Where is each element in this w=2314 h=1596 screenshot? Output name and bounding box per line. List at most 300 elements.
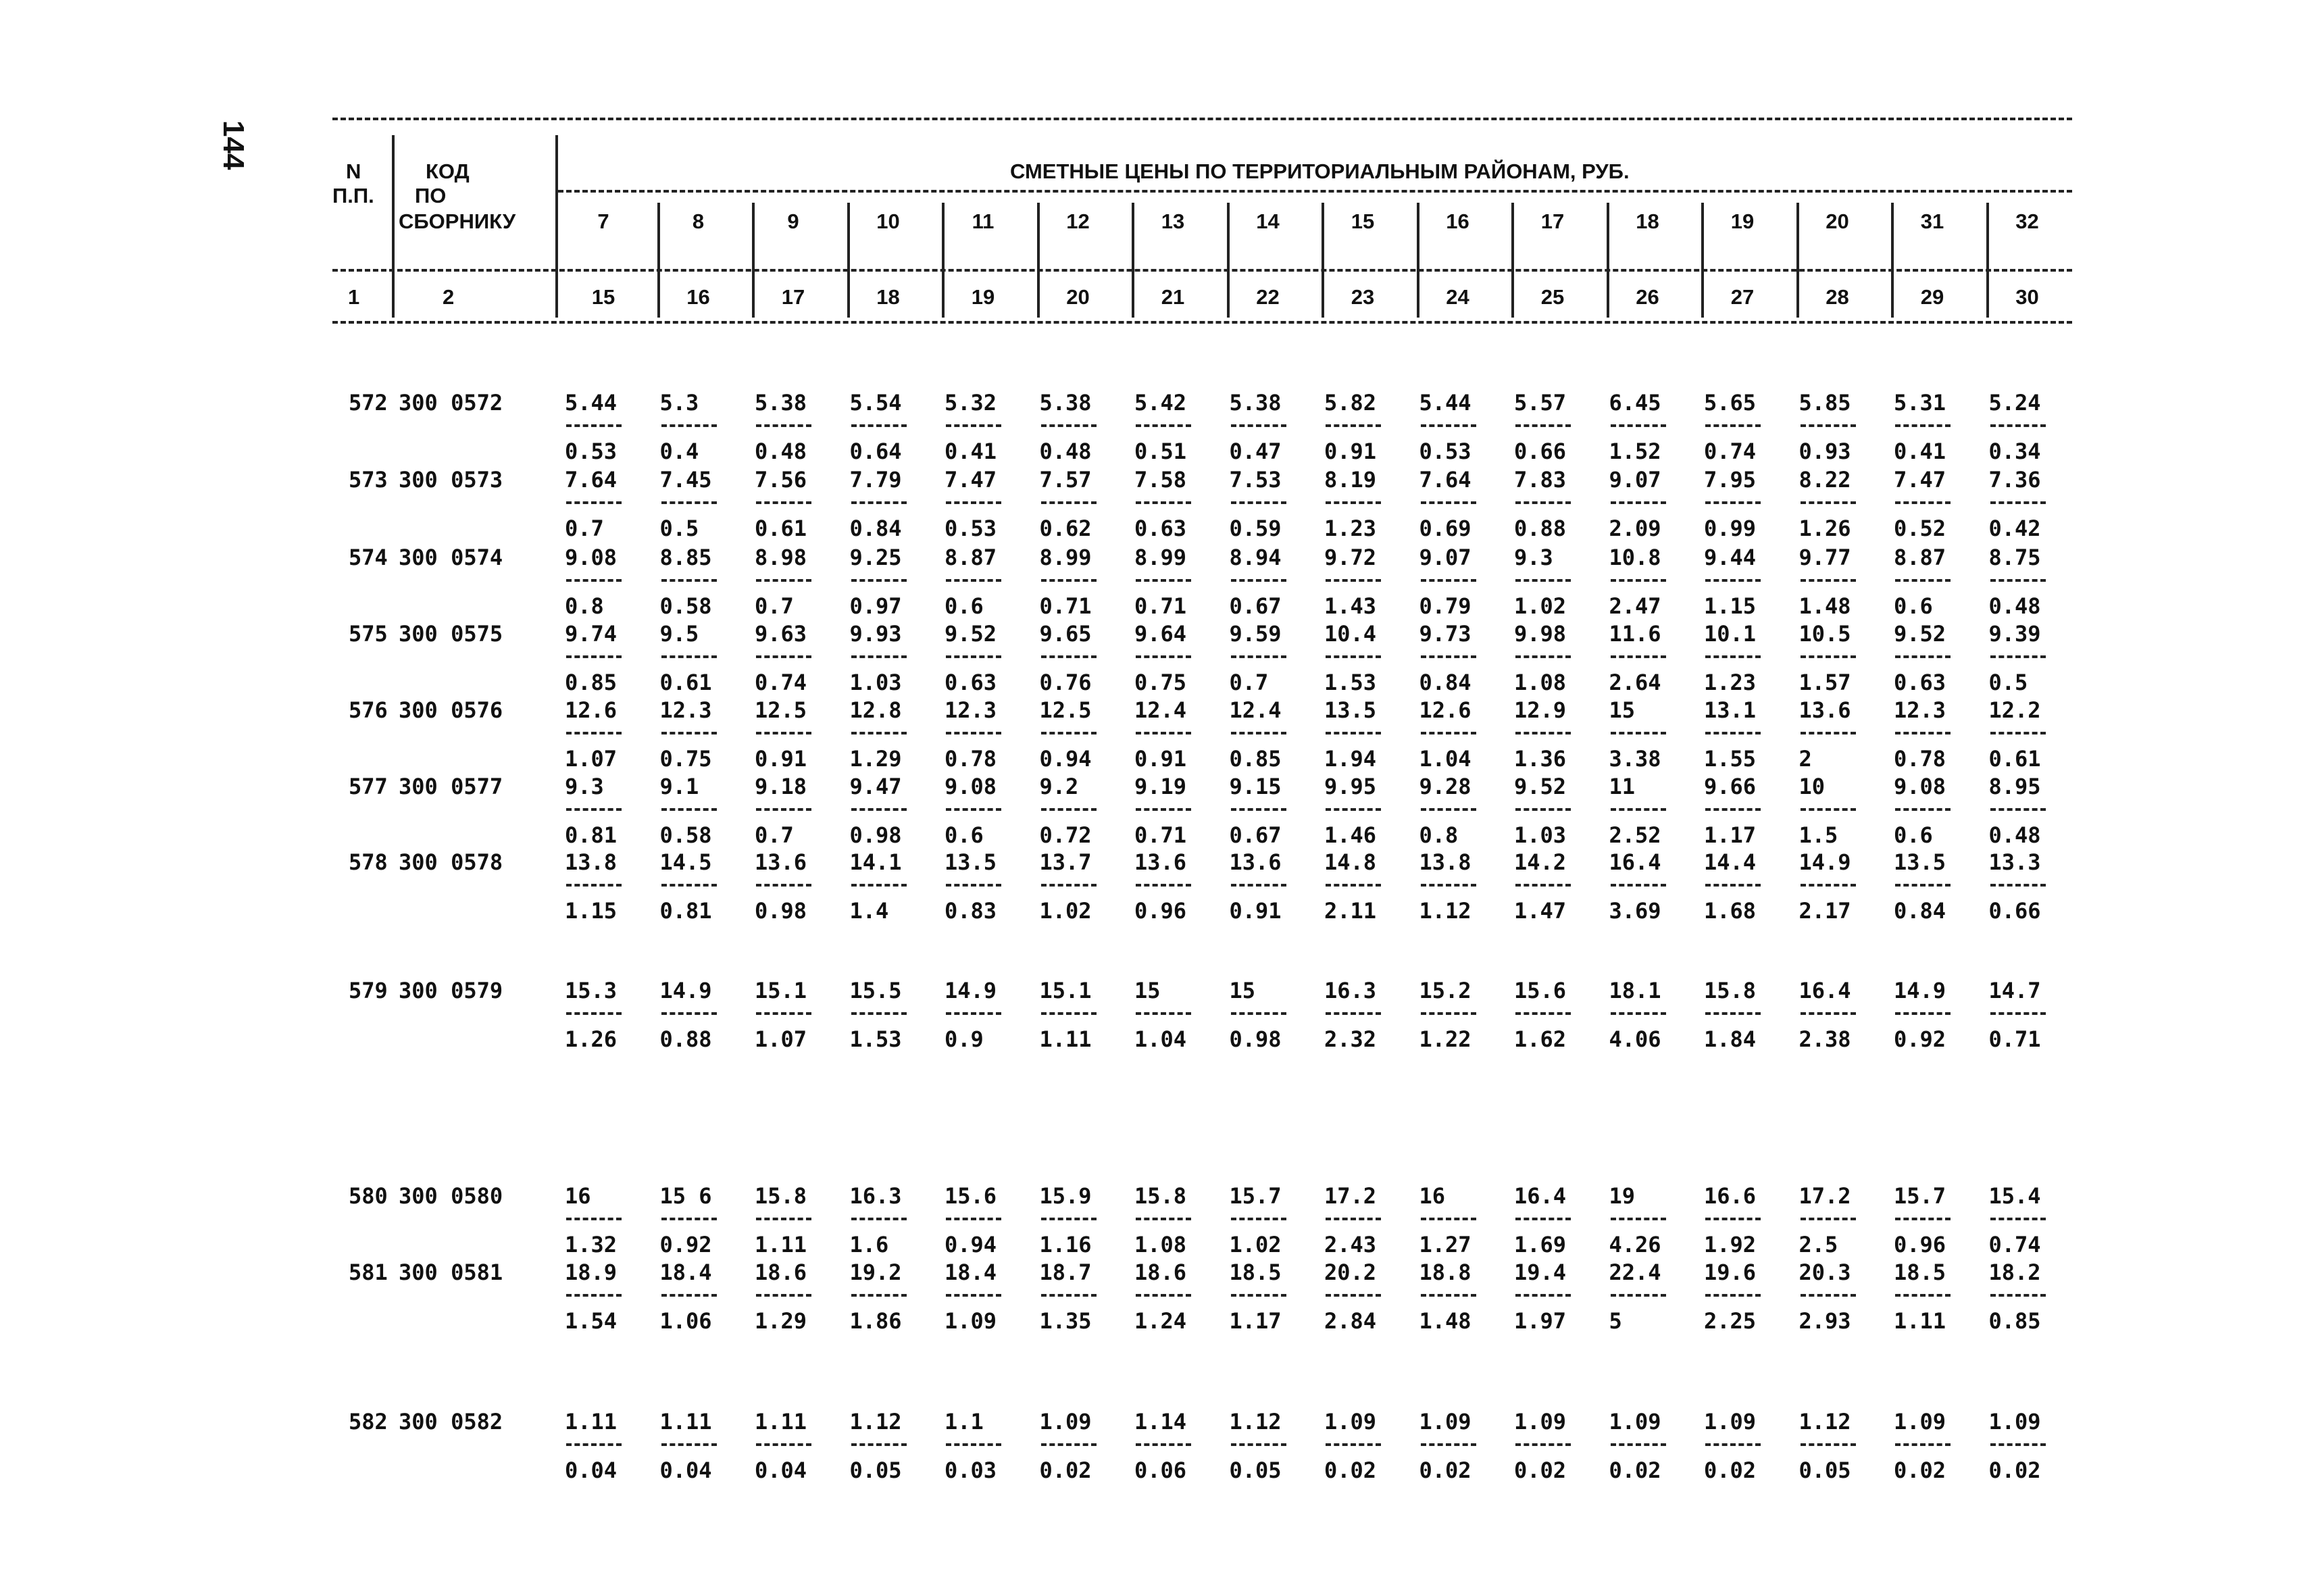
row-number: 579 bbox=[349, 978, 388, 1003]
header-column-number: 25 bbox=[1540, 285, 1565, 309]
price-upper: 1.12 bbox=[1229, 1409, 1282, 1435]
price-upper: 8.95 bbox=[1988, 774, 2041, 799]
price-upper: 7.83 bbox=[1514, 467, 1567, 493]
price-lower: 0.72 bbox=[1039, 822, 1092, 848]
price-upper: 14.9 bbox=[1894, 978, 1946, 1003]
fraction-bar bbox=[851, 501, 907, 504]
price-upper: 1.09 bbox=[1988, 1409, 2041, 1435]
price-lower: 0.88 bbox=[1514, 516, 1567, 541]
fraction-bar bbox=[1611, 655, 1666, 658]
price-lower: 0.51 bbox=[1134, 439, 1187, 464]
price-upper: 10.1 bbox=[1704, 621, 1757, 647]
price-lower: 1.54 bbox=[565, 1308, 618, 1334]
price-upper: 13.5 bbox=[945, 849, 997, 875]
price-upper: 16 bbox=[565, 1183, 591, 1209]
price-upper: 9.52 bbox=[1894, 621, 1946, 647]
header-district: 8 bbox=[692, 209, 705, 233]
fraction-bar bbox=[1231, 501, 1286, 504]
price-lower: 0.02 bbox=[1324, 1457, 1377, 1483]
price-upper: 5.82 bbox=[1324, 390, 1377, 416]
price-upper: 14.5 bbox=[659, 849, 712, 875]
price-lower: 0.02 bbox=[1039, 1457, 1092, 1483]
fraction-bar bbox=[566, 1218, 622, 1220]
price-upper: 15.5 bbox=[849, 978, 902, 1003]
header-district: 14 bbox=[1256, 209, 1280, 233]
fraction-bar bbox=[661, 1443, 717, 1446]
fraction-bar bbox=[1231, 732, 1286, 734]
price-lower: 0.6 bbox=[945, 593, 984, 619]
fraction-bar bbox=[1421, 424, 1476, 427]
header-column-divider bbox=[657, 203, 660, 318]
price-upper: 15 bbox=[1134, 978, 1161, 1003]
fraction-bar bbox=[1705, 884, 1761, 887]
price-upper: 5.54 bbox=[849, 390, 902, 416]
fraction-bar bbox=[1990, 579, 2046, 582]
fraction-bar bbox=[1136, 579, 1191, 582]
price-upper: 7.45 bbox=[659, 467, 712, 493]
fraction-bar bbox=[1136, 655, 1191, 658]
header-column-number: 23 bbox=[1351, 285, 1375, 309]
fraction-bar bbox=[1801, 808, 1856, 811]
header-top-rule bbox=[332, 118, 2072, 120]
fraction-bar bbox=[1421, 501, 1476, 504]
price-lower: 1.86 bbox=[849, 1308, 902, 1334]
price-lower: 0.48 bbox=[1988, 593, 2041, 619]
fraction-bar bbox=[661, 732, 717, 734]
fraction-bar bbox=[1515, 808, 1571, 811]
price-upper: 19.6 bbox=[1704, 1260, 1757, 1285]
fraction-bar bbox=[1895, 424, 1951, 427]
price-lower: 1.27 bbox=[1419, 1232, 1472, 1257]
header-n-label: N bbox=[346, 159, 361, 183]
row-number: 576 bbox=[349, 697, 388, 723]
fraction-bar bbox=[1041, 501, 1097, 504]
fraction-bar bbox=[851, 655, 907, 658]
header-district: 32 bbox=[2015, 209, 2039, 233]
price-upper: 9.15 bbox=[1229, 774, 1282, 799]
row-code: 300 0573 bbox=[399, 467, 503, 493]
fraction-bar bbox=[566, 732, 622, 734]
fraction-bar bbox=[946, 808, 1001, 811]
fraction-bar bbox=[566, 655, 622, 658]
price-upper: 13.8 bbox=[565, 849, 618, 875]
price-upper: 15.6 bbox=[1514, 978, 1567, 1003]
price-lower: 0.7 bbox=[565, 516, 604, 541]
price-upper: 16.3 bbox=[849, 1183, 902, 1209]
fraction-bar bbox=[1515, 655, 1571, 658]
price-upper: 12.3 bbox=[659, 697, 712, 723]
price-upper: 9.3 bbox=[1514, 545, 1553, 570]
price-lower: 0.9 bbox=[945, 1026, 984, 1052]
fraction-bar bbox=[1041, 732, 1097, 734]
price-lower: 0.58 bbox=[659, 822, 712, 848]
fraction-bar bbox=[1611, 1218, 1666, 1220]
fraction-bar bbox=[566, 1443, 622, 1446]
price-upper: 13.7 bbox=[1039, 849, 1092, 875]
fraction-bar bbox=[1326, 1443, 1381, 1446]
fraction-bar bbox=[1326, 1218, 1381, 1220]
price-upper: 9.25 bbox=[849, 545, 902, 570]
header-district: 18 bbox=[1636, 209, 1659, 233]
price-upper: 12.5 bbox=[1039, 697, 1092, 723]
price-lower: 0.83 bbox=[945, 898, 997, 924]
header-column-divider bbox=[1891, 203, 1894, 318]
price-upper: 9.59 bbox=[1229, 621, 1282, 647]
fraction-bar bbox=[1611, 884, 1666, 887]
price-lower: 0.63 bbox=[1894, 670, 1946, 695]
price-lower: 0.59 bbox=[1229, 516, 1282, 541]
price-upper: 9.47 bbox=[849, 774, 902, 799]
price-upper: 8.87 bbox=[945, 545, 997, 570]
fraction-bar bbox=[946, 1294, 1001, 1297]
price-upper: 15.8 bbox=[755, 1183, 807, 1209]
price-upper: 9.39 bbox=[1988, 621, 2041, 647]
row-code: 300 0581 bbox=[399, 1260, 503, 1285]
price-upper: 9.5 bbox=[659, 621, 699, 647]
fraction-bar bbox=[1801, 501, 1856, 504]
row-code: 300 0582 bbox=[399, 1409, 503, 1435]
header-district: 15 bbox=[1351, 209, 1375, 233]
fraction-bar bbox=[1895, 1443, 1951, 1446]
price-lower: 0.48 bbox=[1988, 822, 2041, 848]
price-upper: 5.38 bbox=[755, 390, 807, 416]
price-upper: 9.74 bbox=[565, 621, 618, 647]
price-lower: 1.03 bbox=[1514, 822, 1567, 848]
price-lower: 0.96 bbox=[1894, 1232, 1946, 1257]
price-lower: 1.23 bbox=[1704, 670, 1757, 695]
price-lower: 0.63 bbox=[1134, 516, 1187, 541]
price-lower: 0.64 bbox=[849, 439, 902, 464]
price-upper: 9.08 bbox=[1894, 774, 1946, 799]
header-column-divider bbox=[752, 203, 755, 318]
price-lower: 1.16 bbox=[1039, 1232, 1092, 1257]
price-lower: 1.69 bbox=[1514, 1232, 1567, 1257]
fraction-bar bbox=[1705, 579, 1761, 582]
price-upper: 10.4 bbox=[1324, 621, 1377, 647]
price-upper: 15.7 bbox=[1229, 1183, 1282, 1209]
price-upper: 1.1 bbox=[945, 1409, 984, 1435]
price-lower: 0.71 bbox=[1134, 822, 1187, 848]
price-lower: 0.61 bbox=[659, 670, 712, 695]
price-upper: 9.52 bbox=[945, 621, 997, 647]
price-lower: 1.26 bbox=[565, 1026, 618, 1052]
price-upper: 9.18 bbox=[755, 774, 807, 799]
price-upper: 5.57 bbox=[1514, 390, 1567, 416]
price-upper: 6.45 bbox=[1609, 390, 1661, 416]
price-upper: 8.94 bbox=[1229, 545, 1282, 570]
price-lower: 1.97 bbox=[1514, 1308, 1567, 1334]
price-lower: 0.96 bbox=[1134, 898, 1187, 924]
fraction-bar bbox=[946, 655, 1001, 658]
price-lower: 0.06 bbox=[1134, 1457, 1187, 1483]
fraction-bar bbox=[1801, 655, 1856, 658]
fraction-bar bbox=[1895, 1294, 1951, 1297]
price-upper: 9.95 bbox=[1324, 774, 1377, 799]
price-lower: 0.02 bbox=[1894, 1457, 1946, 1483]
header-divider bbox=[392, 135, 395, 318]
price-lower: 0.92 bbox=[659, 1232, 712, 1257]
fraction-bar bbox=[1421, 1443, 1476, 1446]
price-upper: 9.98 bbox=[1514, 621, 1567, 647]
row-code: 300 0576 bbox=[399, 697, 503, 723]
fraction-bar bbox=[1231, 424, 1286, 427]
price-upper: 12.6 bbox=[1419, 697, 1472, 723]
header-mid-rule bbox=[332, 269, 2072, 272]
fraction-bar bbox=[1231, 1012, 1286, 1015]
price-lower: 3.69 bbox=[1609, 898, 1661, 924]
price-upper: 5.24 bbox=[1988, 390, 2041, 416]
fraction-bar bbox=[851, 884, 907, 887]
header-district: 7 bbox=[597, 209, 609, 233]
price-upper: 1.09 bbox=[1609, 1409, 1661, 1435]
price-upper: 7.53 bbox=[1229, 467, 1282, 493]
price-upper: 14.7 bbox=[1988, 978, 2041, 1003]
price-upper: 8.99 bbox=[1134, 545, 1187, 570]
fraction-bar bbox=[661, 501, 717, 504]
fraction-bar bbox=[1421, 808, 1476, 811]
price-lower: 0.53 bbox=[1419, 439, 1472, 464]
price-lower: 0.84 bbox=[849, 516, 902, 541]
price-lower: 5 bbox=[1609, 1308, 1622, 1334]
price-upper: 1.11 bbox=[659, 1409, 712, 1435]
price-lower: 2.43 bbox=[1324, 1232, 1377, 1257]
header-district: 20 bbox=[1826, 209, 1849, 233]
fraction-bar bbox=[946, 884, 1001, 887]
price-upper: 8.98 bbox=[755, 545, 807, 570]
price-upper: 9.3 bbox=[565, 774, 604, 799]
fraction-bar bbox=[1041, 884, 1097, 887]
fraction-bar bbox=[851, 1294, 907, 1297]
fraction-bar bbox=[1326, 1294, 1381, 1297]
price-lower: 0.66 bbox=[1988, 898, 2041, 924]
fraction-bar bbox=[851, 1012, 907, 1015]
price-upper: 1.09 bbox=[1324, 1409, 1377, 1435]
price-upper: 14.4 bbox=[1704, 849, 1757, 875]
price-lower: 0.5 bbox=[1988, 670, 2028, 695]
price-lower: 1.08 bbox=[1514, 670, 1567, 695]
header-column-number: 26 bbox=[1636, 285, 1659, 309]
fraction-bar bbox=[1801, 1443, 1856, 1446]
price-lower: 0.02 bbox=[1514, 1457, 1567, 1483]
header-district: 13 bbox=[1161, 209, 1185, 233]
price-lower: 0.34 bbox=[1988, 439, 2041, 464]
price-lower: 0.05 bbox=[849, 1457, 902, 1483]
price-lower: 0.74 bbox=[755, 670, 807, 695]
price-upper: 8.22 bbox=[1799, 467, 1851, 493]
fraction-bar bbox=[1515, 424, 1571, 427]
fraction-bar bbox=[1326, 884, 1381, 887]
price-lower: 1.92 bbox=[1704, 1232, 1757, 1257]
row-code: 300 0578 bbox=[399, 849, 503, 875]
fraction-bar bbox=[1895, 579, 1951, 582]
row-number: 574 bbox=[349, 545, 388, 570]
price-lower: 0.81 bbox=[565, 822, 618, 848]
header-column-divider bbox=[847, 203, 850, 318]
row-code: 300 0574 bbox=[399, 545, 503, 570]
fraction-bar bbox=[1705, 732, 1761, 734]
fraction-bar bbox=[661, 1012, 717, 1015]
price-upper: 18.6 bbox=[755, 1260, 807, 1285]
price-upper: 1.12 bbox=[849, 1409, 902, 1435]
price-upper: 14.9 bbox=[1799, 849, 1851, 875]
price-lower: 0.4 bbox=[659, 439, 699, 464]
header-column-divider bbox=[1986, 203, 1989, 318]
fraction-bar bbox=[1705, 1443, 1761, 1446]
price-lower: 0.91 bbox=[1229, 898, 1282, 924]
price-lower: 0.48 bbox=[755, 439, 807, 464]
price-lower: 1.24 bbox=[1134, 1308, 1187, 1334]
price-lower: 0.61 bbox=[755, 516, 807, 541]
price-lower: 1.32 bbox=[565, 1232, 618, 1257]
price-lower: 2.84 bbox=[1324, 1308, 1377, 1334]
fraction-bar bbox=[946, 1012, 1001, 1015]
price-lower: 4.26 bbox=[1609, 1232, 1661, 1257]
price-upper: 9.73 bbox=[1419, 621, 1472, 647]
price-upper: 1.12 bbox=[1799, 1409, 1851, 1435]
fraction-bar bbox=[756, 884, 811, 887]
fraction-bar bbox=[1041, 579, 1097, 582]
price-lower: 0.03 bbox=[945, 1457, 997, 1483]
price-lower: 1.53 bbox=[1324, 670, 1377, 695]
price-lower: 0.04 bbox=[755, 1457, 807, 1483]
fraction-bar bbox=[1041, 1012, 1097, 1015]
price-lower: 0.85 bbox=[565, 670, 618, 695]
price-upper: 19.4 bbox=[1514, 1260, 1567, 1285]
fraction-bar bbox=[661, 424, 717, 427]
price-lower: 2.5 bbox=[1799, 1232, 1838, 1257]
header-column-number: 19 bbox=[971, 285, 995, 309]
header-title: СМЕТНЫЕ ЦЕНЫ ПО ТЕРРИТОРИАЛЬНЫМ РАЙОНАМ, РУБ. bbox=[1010, 159, 1630, 183]
price-lower: 0.79 bbox=[1419, 593, 1472, 619]
row-number: 580 bbox=[349, 1183, 388, 1209]
price-upper: 8.99 bbox=[1039, 545, 1092, 570]
header-district: 17 bbox=[1540, 209, 1565, 233]
price-lower: 1.84 bbox=[1704, 1026, 1757, 1052]
fraction-bar bbox=[851, 1218, 907, 1220]
fraction-bar bbox=[1136, 1218, 1191, 1220]
header-column-divider bbox=[1037, 203, 1040, 318]
fraction-bar bbox=[1041, 808, 1097, 811]
price-upper: 9.93 bbox=[849, 621, 902, 647]
header-code-label-2: ПО bbox=[415, 184, 447, 207]
price-upper: 14.9 bbox=[659, 978, 712, 1003]
fraction-bar bbox=[1801, 1218, 1856, 1220]
price-upper: 15 bbox=[1609, 697, 1636, 723]
fraction-bar bbox=[1990, 424, 2046, 427]
price-upper: 15.8 bbox=[1134, 1183, 1187, 1209]
price-upper: 7.95 bbox=[1704, 467, 1757, 493]
fraction-bar bbox=[1326, 732, 1381, 734]
price-upper: 9.07 bbox=[1419, 545, 1472, 570]
price-lower: 0.6 bbox=[1894, 822, 1933, 848]
fraction-bar bbox=[1421, 579, 1476, 582]
price-upper: 5.38 bbox=[1039, 390, 1092, 416]
header-district: 9 bbox=[787, 209, 799, 233]
price-lower: 0.98 bbox=[849, 822, 902, 848]
fraction-bar bbox=[1041, 424, 1097, 427]
header-column-divider bbox=[942, 203, 945, 318]
price-upper: 16.4 bbox=[1799, 978, 1851, 1003]
price-lower: 1.23 bbox=[1324, 516, 1377, 541]
header-column-number: 30 bbox=[2015, 285, 2039, 309]
price-upper: 11.6 bbox=[1609, 621, 1661, 647]
price-upper: 18.4 bbox=[659, 1260, 712, 1285]
price-lower: 2.32 bbox=[1324, 1026, 1377, 1052]
price-lower: 1.48 bbox=[1799, 593, 1851, 619]
price-upper: 20.3 bbox=[1799, 1260, 1851, 1285]
price-lower: 0.52 bbox=[1894, 516, 1946, 541]
price-lower: 0.98 bbox=[755, 898, 807, 924]
price-lower: 0.42 bbox=[1988, 516, 2041, 541]
price-lower: 0.6 bbox=[945, 822, 984, 848]
fraction-bar bbox=[1515, 501, 1571, 504]
price-lower: 0.7 bbox=[755, 593, 794, 619]
price-upper: 5.44 bbox=[1419, 390, 1472, 416]
fraction-bar bbox=[1136, 1294, 1191, 1297]
price-upper: 14.2 bbox=[1514, 849, 1567, 875]
price-upper: 9.65 bbox=[1039, 621, 1092, 647]
fraction-bar bbox=[1515, 1218, 1571, 1220]
price-upper: 15.4 bbox=[1988, 1183, 2041, 1209]
fraction-bar bbox=[1895, 808, 1951, 811]
price-lower: 1.15 bbox=[565, 898, 618, 924]
price-upper: 9.08 bbox=[945, 774, 997, 799]
price-lower: 2.09 bbox=[1609, 516, 1661, 541]
row-code: 300 0575 bbox=[399, 621, 503, 647]
price-upper: 5.85 bbox=[1799, 390, 1851, 416]
fraction-bar bbox=[1990, 1012, 2046, 1015]
price-upper: 13.1 bbox=[1704, 697, 1757, 723]
fraction-bar bbox=[1041, 1218, 1097, 1220]
header-district: 11 bbox=[972, 209, 995, 233]
price-lower: 1.55 bbox=[1704, 746, 1757, 772]
price-lower: 0.41 bbox=[1894, 439, 1946, 464]
price-lower: 0.02 bbox=[1704, 1457, 1757, 1483]
fraction-bar bbox=[756, 732, 811, 734]
price-lower: 1.53 bbox=[849, 1026, 902, 1052]
fraction-bar bbox=[566, 1012, 622, 1015]
fraction-bar bbox=[1801, 424, 1856, 427]
price-upper: 15.1 bbox=[755, 978, 807, 1003]
header-code-label-3: СБОРНИКУ bbox=[399, 209, 516, 233]
fraction-bar bbox=[1895, 501, 1951, 504]
price-lower: 0.5 bbox=[659, 516, 699, 541]
price-upper: 12.6 bbox=[565, 697, 618, 723]
price-lower: 0.91 bbox=[1324, 439, 1377, 464]
page-number: 144 bbox=[217, 120, 250, 170]
header-district: 31 bbox=[1920, 209, 1944, 233]
price-lower: 0.85 bbox=[1988, 1308, 2041, 1334]
fraction-bar bbox=[1231, 1443, 1286, 1446]
fraction-bar bbox=[1421, 884, 1476, 887]
fraction-bar bbox=[1895, 1218, 1951, 1220]
price-lower: 0.85 bbox=[1229, 746, 1282, 772]
price-lower: 1.17 bbox=[1704, 822, 1757, 848]
fraction-bar bbox=[1136, 732, 1191, 734]
price-upper: 18.1 bbox=[1609, 978, 1661, 1003]
header-colnum-2: 2 bbox=[443, 285, 455, 309]
fraction-bar bbox=[1231, 808, 1286, 811]
price-upper: 13.8 bbox=[1419, 849, 1472, 875]
fraction-bar bbox=[1515, 732, 1571, 734]
price-upper: 16.6 bbox=[1704, 1183, 1757, 1209]
fraction-bar bbox=[1136, 1012, 1191, 1015]
header-column-divider bbox=[1511, 203, 1514, 318]
fraction-bar bbox=[1705, 501, 1761, 504]
fraction-bar bbox=[1990, 1218, 2046, 1220]
fraction-bar bbox=[756, 579, 811, 582]
price-upper: 5.32 bbox=[945, 390, 997, 416]
